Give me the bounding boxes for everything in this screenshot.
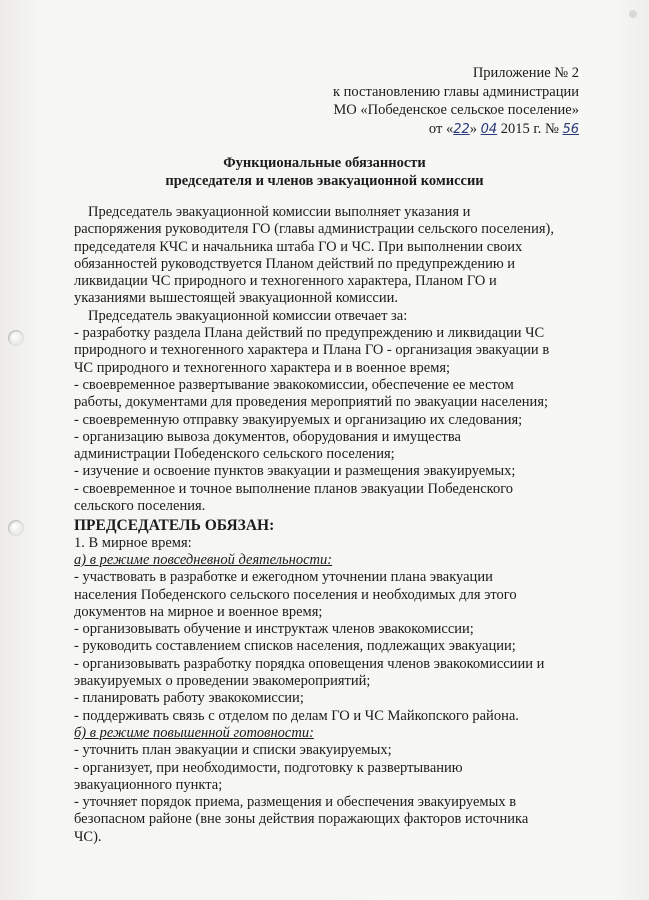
body-line: работы, документами для проведения мероприятий по эвакуации населения; [74,394,549,411]
body-line: документов на мирное и военное время; [74,603,323,620]
body-line: - планировать работу эвакокомиссии; [74,690,304,707]
body-line: - уточнить план эвакуации и списки эвакуируемых; [74,742,392,759]
section-heading: ПРЕДСЕДАТЕЛЬ ОБЯЗАН: [74,517,275,535]
body-line: администрации Победенского сельского поселения; [74,446,395,463]
document-title [0,154,649,190]
corner-mark [629,10,637,18]
appendix-date-line [279,120,579,140]
body-line: распоряжения руководителя ГО (главы администрации сельского поселения), [74,221,554,238]
appendix-resolution: к постановлению главы администрации [332,83,579,100]
body-line: безопасном районе (вне зоны действия поражающих факторов источника [74,811,529,828]
body-line: сельского поселения. [74,498,206,515]
subsection-heading: а) в режиме повседневной деятельности: [74,551,333,568]
body-line: - своевременное развертывание эвакокомиссии, обеспечение ее местом [74,376,514,393]
date-prefix: от « [428,120,454,137]
title-line-2: председателя и членов эвакуационной комиссии [165,173,484,189]
body-line: ликвидации ЧС природного и техногенного характера, Планом ГО и [74,273,497,290]
body-line: - организовывать разработку порядка оповещения членов эвакокомиссиии и [74,655,545,672]
date-month: 04 [480,121,498,137]
body-line: председателя КЧС и начальника штаба ГО и ЧС. При выполнении своих [74,238,523,255]
title-line-1: Функциональные обязанности [223,155,426,171]
body-line: обязанностей руководствуется Планом действий по предупреждению и [74,255,516,272]
body-line: - своевременную отправку эвакуируемых и организацию их следования; [74,411,523,428]
body-line: - уточняет порядок приема, размещения и обеспечения эвакуируемых в [74,794,517,811]
subsection-heading: б) в режиме повышенной готовности: [74,724,314,741]
document-number: 56 [562,121,579,137]
date-day: 22 [453,121,470,137]
body-line: - организовывать обучение и инструктаж членов эвакокомиссии; [74,621,474,638]
body-line: - разработку раздела Плана действий по предупреждению и ликвидации ЧС [74,325,545,342]
body-line: - организацию вывоза документов, оборудования и имущества [74,428,461,445]
body-line: - своевременное и точное выполнение планов эвакуации Победенского [74,480,514,497]
body-line: Председатель эвакуационной комиссии выполняет указания и [88,204,471,220]
body-line: Председатель эвакуационной комиссии отвечает за: [88,307,408,324]
document-body [74,204,582,846]
punch-hole-top [8,330,24,346]
body-line: населения Победенского сельского поселения и необходимых для этого [74,586,517,603]
date-mid: » [469,120,477,137]
body-line: эвакуационного пункта; [74,776,223,793]
body-line: эвакуируемых о проведении эвакомероприятий; [74,673,371,690]
date-year: 2015 г. № [500,120,559,137]
body-line: - руководить составлением списков населения, подлежащих эвакуации; [74,638,516,655]
body-line: 1. В мирное время: [74,534,192,551]
body-line: ЧС природного и техногенного характера и в военное время; [74,359,451,376]
body-line: - изучение и освоение пунктов эвакуации и размещения эвакуируемых; [74,463,516,480]
body-line: природного и техногенного характера и Плана ГО - организация эвакуации в [74,342,550,359]
appendix-number: Приложение № 2 [472,65,579,81]
body-line: указаниями вышестоящей эвакуационной комиссии. [74,290,398,307]
body-line: ЧС). [74,828,102,845]
body-line: - организует, при необходимости, подготовку к развертыванию [74,759,463,776]
body-line: - поддерживать связь с отделом по делам ГО и ЧС Майкопского района. [74,707,519,724]
body-line: - участвовать в разработке и ежегодном уточнении плана эвакуации [74,569,493,586]
punch-hole-bottom [8,520,24,536]
appendix-header [279,64,579,139]
appendix-municipality: МО «Победенское сельское поселение» [333,102,579,118]
